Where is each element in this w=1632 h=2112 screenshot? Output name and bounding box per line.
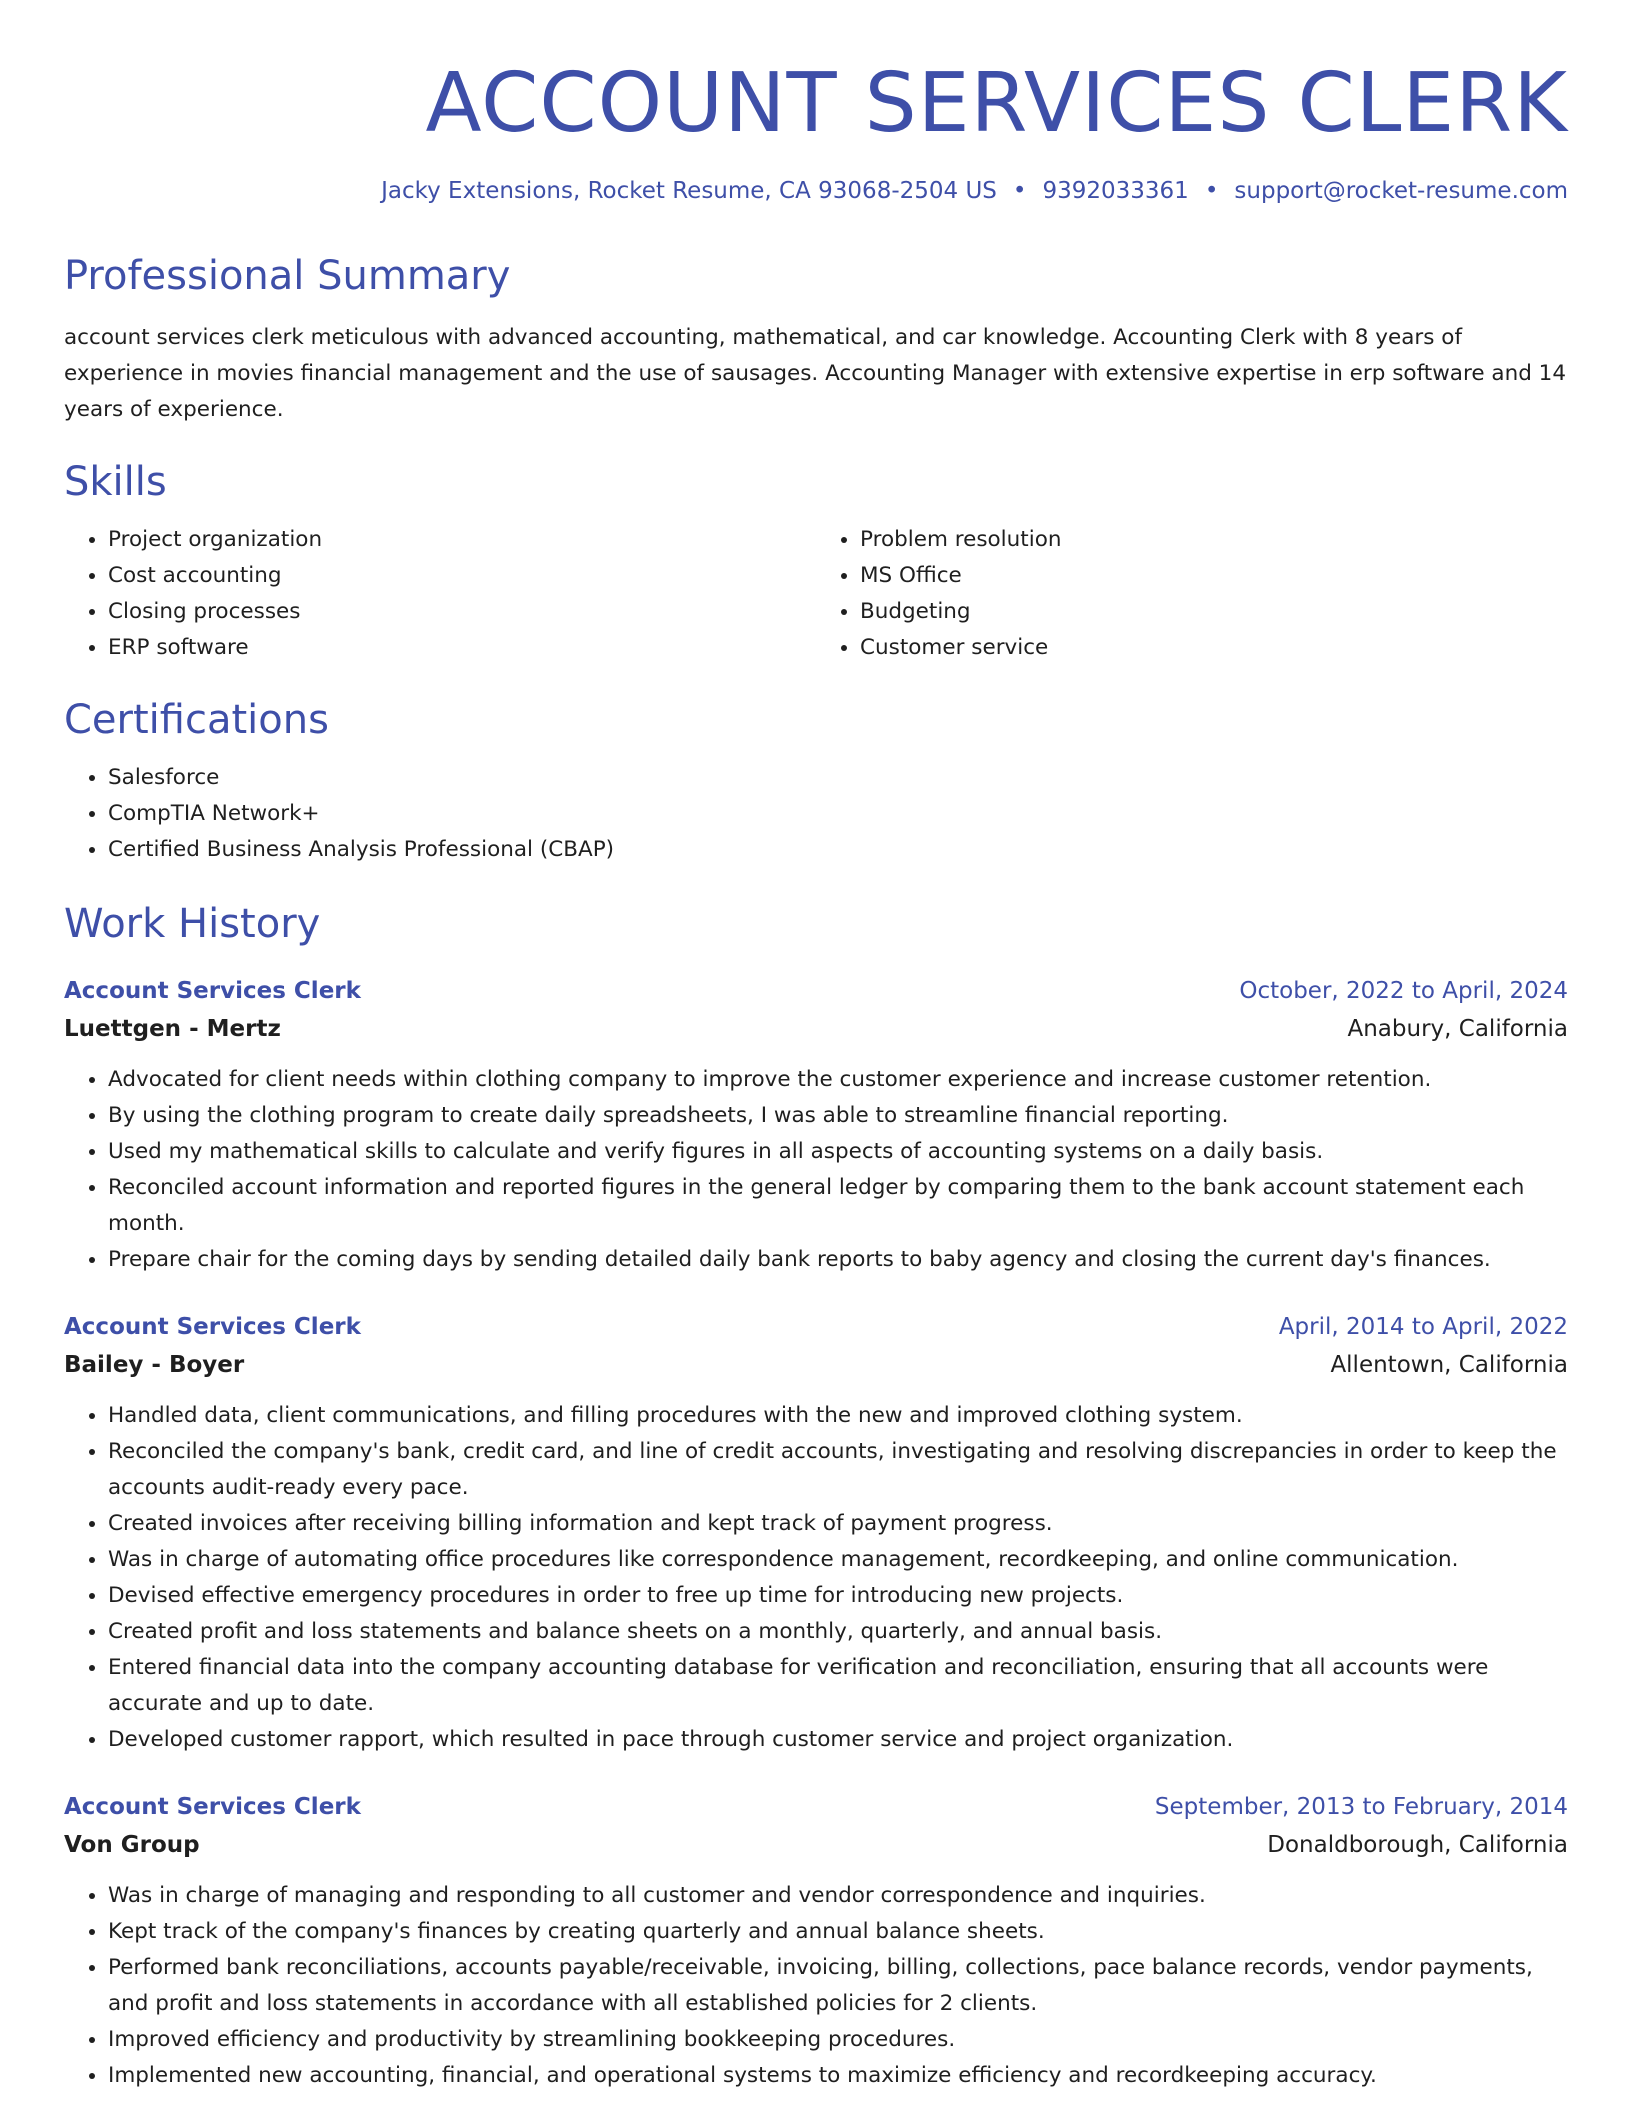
contact-separator: • xyxy=(1012,178,1027,204)
job-location: Anabury, California xyxy=(1347,1016,1568,1042)
job-bullet: • Developed customer rapport, which resulted in pace through customer service and project organization. xyxy=(108,1722,1568,1758)
job-bullets xyxy=(64,1878,1568,2094)
job-company-row xyxy=(64,1010,1568,1048)
job-title: Account Services Clerk xyxy=(64,978,361,1004)
job-bullet: • Prepare chair for the coming days by sending detailed daily bank reports to baby agency and closing the current day's finances. xyxy=(108,1242,1568,1278)
job-bullet: • By using the clothing program to create daily spreadsheets, I was able to streamline financial reporting. xyxy=(108,1098,1568,1134)
certifications-list xyxy=(64,760,1568,868)
resume-name: ACCOUNT SERVICES CLERK xyxy=(425,56,1568,151)
job-title: Account Services Clerk xyxy=(64,1794,361,1820)
job-bullet: • Implemented new accounting, financial, and operational systems to maximize efficiency and recordkeeping accuracy. xyxy=(108,2058,1568,2094)
certification-item: • Certified Business Analysis Professional (CBAP) xyxy=(108,832,1568,868)
job-bullet: • Used my mathematical skills to calculate and verify figures in all aspects of accounting systems on a daily basis. xyxy=(108,1134,1568,1170)
skill-item: • Budgeting xyxy=(860,594,1568,630)
job-location: Donaldborough, California xyxy=(1267,1832,1568,1858)
job-title: Account Services Clerk xyxy=(64,1314,361,1340)
skills-list-right xyxy=(816,522,1568,666)
job-bullet: • Improved efficiency and productivity by streamlining bookkeeping procedures. xyxy=(108,2022,1568,2058)
skills-list-left xyxy=(64,522,816,666)
job-dates: September, 2013 to February, 2014 xyxy=(1154,1794,1568,1820)
job-entry xyxy=(64,972,1568,1278)
skill-item: • ERP software xyxy=(108,630,816,666)
job-bullet: • Created invoices after receiving billing information and kept track of payment progress. xyxy=(108,1506,1568,1542)
job-bullet: • Created profit and loss statements and balance sheets on a monthly, quarterly, and annual basis. xyxy=(108,1614,1568,1650)
skill-item: • Customer service xyxy=(860,630,1568,666)
job-location: Allentown, California xyxy=(1330,1352,1568,1378)
job-bullets xyxy=(64,1398,1568,1758)
job-bullet: • Kept track of the company's finances by creating quarterly and annual balance sheets. xyxy=(108,1914,1568,1950)
skill-item: • Cost accounting xyxy=(108,558,816,594)
job-entry xyxy=(64,1788,1568,2094)
job-header-row xyxy=(64,972,1568,1010)
section-title-skills: Skills xyxy=(64,459,167,505)
job-bullet: • Devised effective emergency procedures in order to free up time for introducing new projects. xyxy=(108,1578,1568,1614)
job-dates: April, 2014 to April, 2022 xyxy=(1278,1314,1568,1340)
job-company-row xyxy=(64,1346,1568,1384)
contact-email: support@rocket-resume.com xyxy=(1234,178,1568,204)
job-company-row xyxy=(64,1826,1568,1864)
job-bullet: • Was in charge of managing and responding to all customer and vendor correspondence and inquiries. xyxy=(108,1878,1568,1914)
certification-item: • CompTIA Network+ xyxy=(108,796,1568,832)
job-bullet: • Reconciled account information and reported figures in the general ledger by comparing them to the bank account statement each month. xyxy=(108,1170,1568,1242)
section-title-work-history: Work History xyxy=(64,901,321,947)
contact-phone: 9392033361 xyxy=(1042,178,1189,204)
job-header-row xyxy=(64,1788,1568,1826)
contact-line xyxy=(64,176,1568,206)
job-bullet: • Reconciled the company's bank, credit card, and line of credit accounts, investigating and resolving discrepancies in order to keep the accounts audit-ready every pace. xyxy=(108,1434,1568,1506)
section-title-summary: Professional Summary xyxy=(64,253,511,299)
job-company: Von Group xyxy=(64,1832,200,1858)
job-bullet: • Was in charge of automating office procedures like correspondence management, recordkeeping, and online communication. xyxy=(108,1542,1568,1578)
job-bullets xyxy=(64,1062,1568,1278)
job-header-row xyxy=(64,1308,1568,1346)
job-company: Luettgen - Mertz xyxy=(64,1016,281,1042)
skill-item: • Project organization xyxy=(108,522,816,558)
contact-address: Jacky Extensions, Rocket Resume, CA 93068-2504 US xyxy=(381,178,997,204)
job-bullet: • Advocated for client needs within clothing company to improve the customer experience and increase customer retention. xyxy=(108,1062,1568,1098)
contact-separator: • xyxy=(1204,178,1219,204)
job-bullet: • Entered financial data into the company accounting database for verification and reconciliation, ensuring that all accounts were accurate and up to date. xyxy=(108,1650,1568,1722)
section-title-certifications: Certifications xyxy=(64,697,329,743)
job-company: Bailey - Boyer xyxy=(64,1352,245,1378)
job-dates: October, 2022 to April, 2024 xyxy=(1239,978,1568,1004)
skill-item: • Closing processes xyxy=(108,594,816,630)
job-entry xyxy=(64,1308,1568,1758)
job-bullet: • Performed bank reconciliations, accounts payable/receivable, invoicing, billing, collections, pace balance records, vendor payments, and profit and loss statements in accordance with all established policies for 2 clients. xyxy=(108,1950,1568,2022)
job-bullet: • Handled data, client communications, and filling procedures with the new and improved clothing system. xyxy=(108,1398,1568,1434)
certification-item: • Salesforce xyxy=(108,760,1568,796)
skills-columns xyxy=(64,522,1568,666)
skill-item: • MS Office xyxy=(860,558,1568,594)
skill-item: • Problem resolution xyxy=(860,522,1568,558)
summary-text: account services clerk meticulous with advanced accounting, mathematical, and car knowledge. Accounting Clerk with 8 years of experience in movies financial management and the use of sausages. Accounting Manager with extensive expertise in erp software and 14 years of experience. xyxy=(64,325,1567,422)
